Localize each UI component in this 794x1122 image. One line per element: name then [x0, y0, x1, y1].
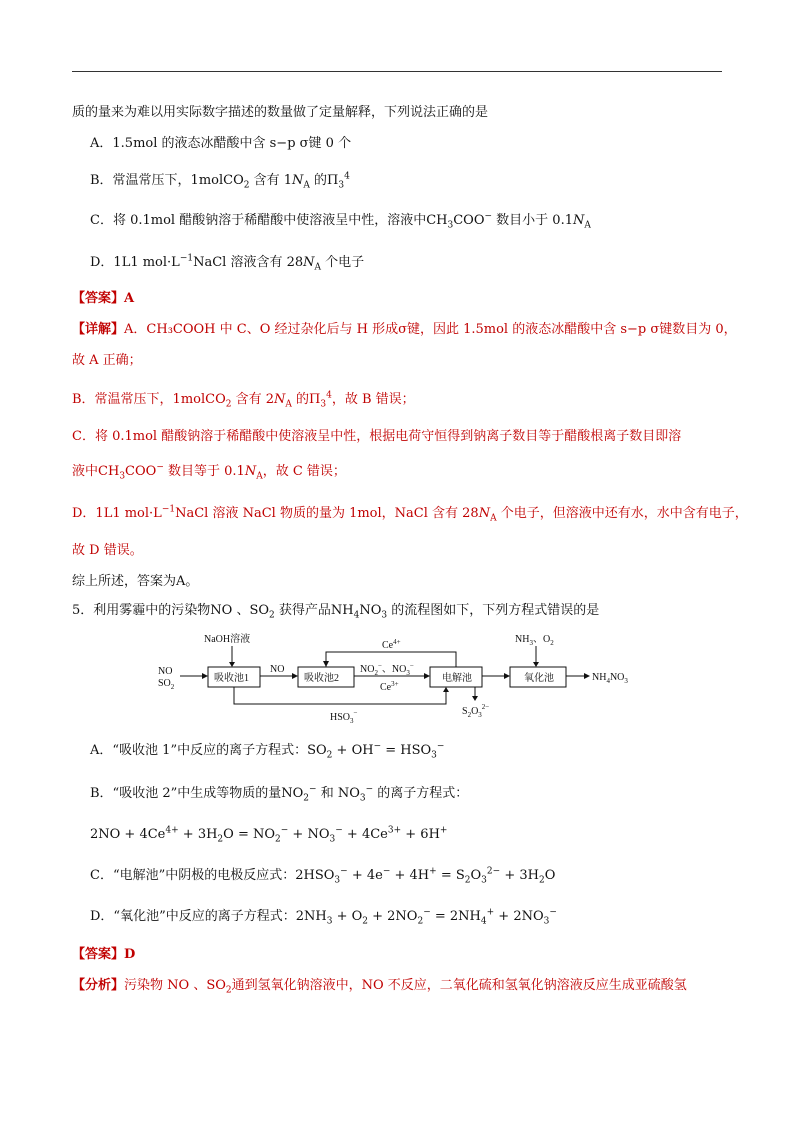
box-absorber-2-label: 吸收池2 — [304, 673, 339, 684]
arrow-box1-box2-head — [292, 673, 298, 679]
input-so2: $SO_2$ — [158, 678, 175, 691]
q5-option-d: D．“氧化池”中反应的离子方程式：$2NH_3 + O_2 + 2NO_2^- = 2NH_4^+ + 2NO_3^-$ — [90, 907, 557, 927]
detail-c-line-1: C．将 0.1mol 醋酸钠溶于稀醋酸中使溶液呈中性，根据电荷守恒得到钠离子数目等于醋酸根离子数目即溶 — [72, 429, 682, 444]
arrow-box3-box4-head — [504, 673, 510, 679]
hso3-line — [234, 687, 446, 704]
q5-option-b-equation: $2NO + 4Ce^{4+} + 3H_2O = NO_2^- + NO_3^- + 4Ce^{3+} + 6H^+$ — [90, 825, 448, 845]
q5-option-a: A．“吸收池 1”中反应的离子方程式：$SO_2 + OH^- = HSO_3^-$ — [90, 741, 445, 761]
q4-option-b: B．常温常压下，1molCO$_2$ 含有 $1N_A$ 的$\Pi_3^4$ — [90, 171, 350, 191]
arrow-box2-box3-head — [424, 673, 430, 679]
answer-4: 【答案】A — [72, 291, 135, 306]
product-label: $NH_4NO_3$ — [592, 672, 628, 685]
box-oxidation-label: 氧化池 — [524, 673, 554, 684]
ce3-label: $Ce^{3+}$ — [380, 680, 399, 693]
ce4-return-head — [323, 661, 329, 667]
box-electrolysis-label: 电解池 — [442, 673, 472, 684]
detail-line-2: 故 A 正确； — [72, 353, 142, 368]
arrow-input-head — [202, 673, 208, 679]
question-5-stem: 5．利用雾霾中的污染物NO 、$SO_2$ 获得产品$NH_4NO_3$ 的流程图如下，下列方程式错误的是 — [72, 603, 600, 621]
ce4-label: $Ce^{4+}$ — [382, 638, 401, 651]
hso3-head — [443, 687, 449, 692]
summary: 综上所述，答案为A。 — [72, 574, 199, 589]
naoh-label: NaOH溶液 — [204, 634, 251, 645]
box-absorber-1-label: 吸收池1 — [214, 673, 249, 684]
s2o3-label: $S_2O_3^{2-}$ — [462, 703, 490, 719]
nh3-o2-label: $NH_3$、$O_2$ — [515, 634, 554, 647]
arrow-nh3-head — [533, 662, 539, 667]
question-intro: 质的量来为难以用实际数字描述的数量做了定量解释，下列说法正确的是 — [72, 105, 489, 120]
q5-option-b-line-1: B．“吸收池 2”中生成等物质的量$NO_2^-$ 和 $NO_3^-$ 的离子方程式： — [90, 784, 469, 804]
detail-d-line-2: 故 D 错误。 — [72, 543, 143, 558]
q4-option-a: A．1.5mol 的液态冰醋酸中含 s−p σ键 0 个 — [90, 136, 352, 151]
arrow-s2o3-head — [472, 696, 478, 701]
answer-5: 【答案】D — [72, 947, 136, 962]
input-no: NO — [158, 666, 173, 677]
q5-option-c: C．“电解池”中阴极的电极反应式：$2HSO_3^- + 4e^- + 4H^+ = S_2O_3^{2-} + 3H_2O$ — [90, 866, 556, 886]
detail-line-1: 【详解】A．CH₃COOH 中 C、O 经过杂化后与 H 形成σ键，因此 1.5mol 的液态冰醋酸中含 s−p σ键数目为 0， — [72, 322, 737, 337]
q4-option-d: D．1L1 $mol\cdot L^{-1}NaCl$ 溶液含有 $28N_A$ 个电子 — [90, 253, 365, 273]
detail-c-line-2: 液中$CH_3COO^-$ 数目等于 $0.1N_A$，故 C 错误； — [72, 462, 346, 482]
no2-no3-label: $NO_2^-$、$NO_3^-$ — [360, 662, 414, 677]
detail-b: B．常温常压下，1molCO$_2$ 含有 $2N_A$ 的$\Pi_3^4$，故 B 错误； — [72, 390, 415, 410]
arrow-naoh-head — [229, 662, 235, 667]
hso3-label: $HSO_3^-$ — [330, 709, 358, 725]
analysis-line: 【分析】污染物 NO 、$SO_2$通到氢氧化钠溶液中，NO 不反应，二氧化硫和氢氧化钠溶液反应生成亚硫酸氢 — [72, 978, 687, 996]
detail-d-line-1: D．1L1 $mol\cdot L^{-1}NaCl$ 溶液 NaCl 物质的量为 1mol，NaCl 含有 $28N_A$ 个电子，但溶液中还有水，水中含有电子， — [72, 504, 748, 524]
header-rule — [72, 71, 722, 72]
flow-diagram — [150, 628, 650, 728]
arrow-product-head — [584, 673, 590, 679]
no-label: NO — [270, 664, 285, 675]
q4-option-c: C．将 0.1mol 醋酸钠溶于稀醋酸中使溶液呈中性，溶液中$CH_3COO^-$ 数目小于 $0.1N_A$ — [90, 211, 591, 231]
